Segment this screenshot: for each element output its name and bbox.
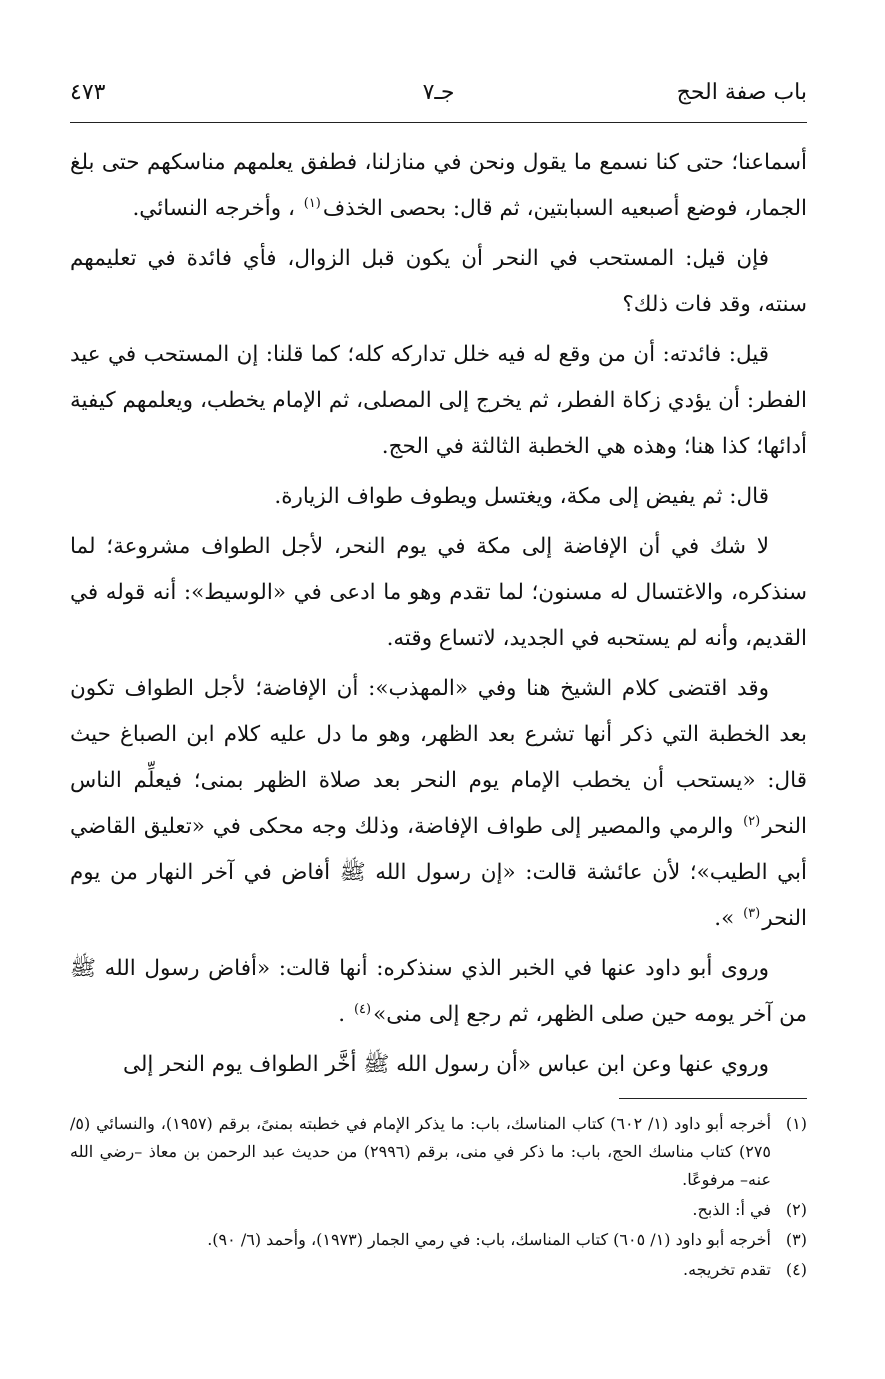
footnote-reference: (٣) — [743, 905, 761, 921]
footnotes-section — [70, 1110, 807, 1286]
paragraph-text: قال: ثم يفيض إلى مكة، ويغتسل ويطوف طواف الزيارة. — [274, 484, 769, 509]
page-number: ٤٧٣ — [70, 80, 106, 105]
book-page — [70, 0, 807, 1379]
footnote-number: (١) — [785, 1114, 807, 1133]
paragraph — [70, 666, 807, 942]
footnote-reference: (٤) — [353, 1001, 372, 1017]
paragraph — [70, 474, 807, 520]
footnote-reference: (١) — [303, 195, 321, 211]
paragraph — [70, 524, 807, 662]
running-header — [70, 78, 807, 118]
paragraph-text: والرمي والمصير إلى طواف الإفاضة، وذلك وجه محكى في «تعليق القاضي أبي الطيب»؛ لأن عائشة قالت: «إن رسول الله ﷺ أفاض في آخر النهار من يوم النحر — [70, 814, 807, 931]
footnote-text: أخرجه أبو داود (١/ ٦٠٢) كتاب المناسك، باب: ما يذكر الإمام في خطبته بمنىً، برقم (١٩٥٧)، والنسائي (٥/ ٢٧٥) كتاب مناسك الحج، باب: ما ذكر في منى، برقم (٢٩٩٦) من حديث عبد الرحمن بن معاذ –رضي الله عنه– مرفوعًا. — [70, 1114, 772, 1189]
paragraph-text: وروى أبو داود عنها في الخبر الذي سنذكره: أنها قالت: «أفاض رسول الله ﷺ من آخر يومه حين صلى الظهر، ثم رجع إلى منى» — [70, 956, 807, 1027]
footnote-text: تقدم تخريجه. — [683, 1260, 771, 1279]
paragraph-text: ». — [714, 906, 742, 931]
footnote-number: (٣) — [785, 1230, 807, 1249]
footnote — [70, 1196, 807, 1224]
footnote — [70, 1110, 807, 1194]
main-text — [70, 140, 807, 1092]
paragraph — [70, 236, 807, 328]
paragraph-text: فإن قيل: المستحب في النحر أن يكون قبل الزوال، فأي فائدة في تعليمهم سنته، وقد فات ذلك؟ — [70, 246, 807, 317]
paragraph-text: ، وأخرجه النسائي. — [132, 196, 302, 221]
footnote-text: في أ: الذبح. — [692, 1200, 771, 1219]
footnote-divider — [619, 1098, 807, 1099]
footnote — [70, 1226, 807, 1254]
paragraph — [70, 332, 807, 470]
paragraph-text: . — [338, 1002, 352, 1027]
footnote-text: أخرجه أبو داود (١/ ٦٠٥) كتاب المناسك، باب: في رمي الجمار (١٩٧٣)، وأحمد (٦/ ٩٠). — [207, 1230, 771, 1249]
paragraph-text: وقد اقتضى كلام الشيخ هنا وفي «المهذب»: أن الإفاضة؛ لأجل الطواف تكون بعد الخطبة التي ذكر أنها تشرع بعد الظهر، وهو ما دل عليه كلام ابن الصباغ حيث قال: «يستحب أن يخطب الإمام يوم النحر بعد صلاة الظهر بمنى؛ فيعلِّم الناس النحر — [70, 676, 807, 839]
paragraph-text: أسماعنا؛ حتى كنا نسمع ما يقول ونحن في منازلنا، فطفق يعلمهم مناسكهم حتى بلغ الجمار، فوضع أصبعيه السبابتين، ثم قال: بحصى الخذف — [70, 150, 807, 221]
footnote-number: (٢) — [785, 1200, 807, 1219]
footnote-reference: (٢) — [743, 813, 761, 829]
footnote-number: (٤) — [785, 1260, 807, 1279]
paragraph-text: لا شك في أن الإفاضة إلى مكة في يوم النحر، لأجل الطواف مشروعة؛ لما سنذكره، والاغتسال له مسنون؛ لما تقدم وهو ما ادعى في «الوسيط»: أنه قوله في القديم، وأنه لم يستحبه في الجديد، لاتساع وقته. — [70, 534, 807, 651]
paragraph — [70, 140, 807, 232]
header-divider — [70, 122, 807, 123]
paragraph — [70, 946, 807, 1038]
paragraph-text: وروي عنها وعن ابن عباس «أن رسول الله ﷺ أخَّر الطواف يوم النحر إلى — [122, 1052, 769, 1077]
paragraph — [70, 1042, 807, 1088]
chapter-title: باب صفة الحج — [676, 80, 807, 105]
volume-label: جـ٧ — [422, 80, 455, 105]
paragraph-text: قيل: فائدته: أن من وقع له فيه خلل تداركه كله؛ كما قلنا: إن المستحب في عيد الفطر: أن يؤدي زكاة الفطر، ثم يخرج إلى المصلى، ثم الإمام يخطب، ويعلمهم كيفية أدائها؛ كذا هنا؛ وهذه هي الخطبة الثالثة في الحج. — [70, 342, 807, 459]
footnote — [70, 1256, 807, 1284]
